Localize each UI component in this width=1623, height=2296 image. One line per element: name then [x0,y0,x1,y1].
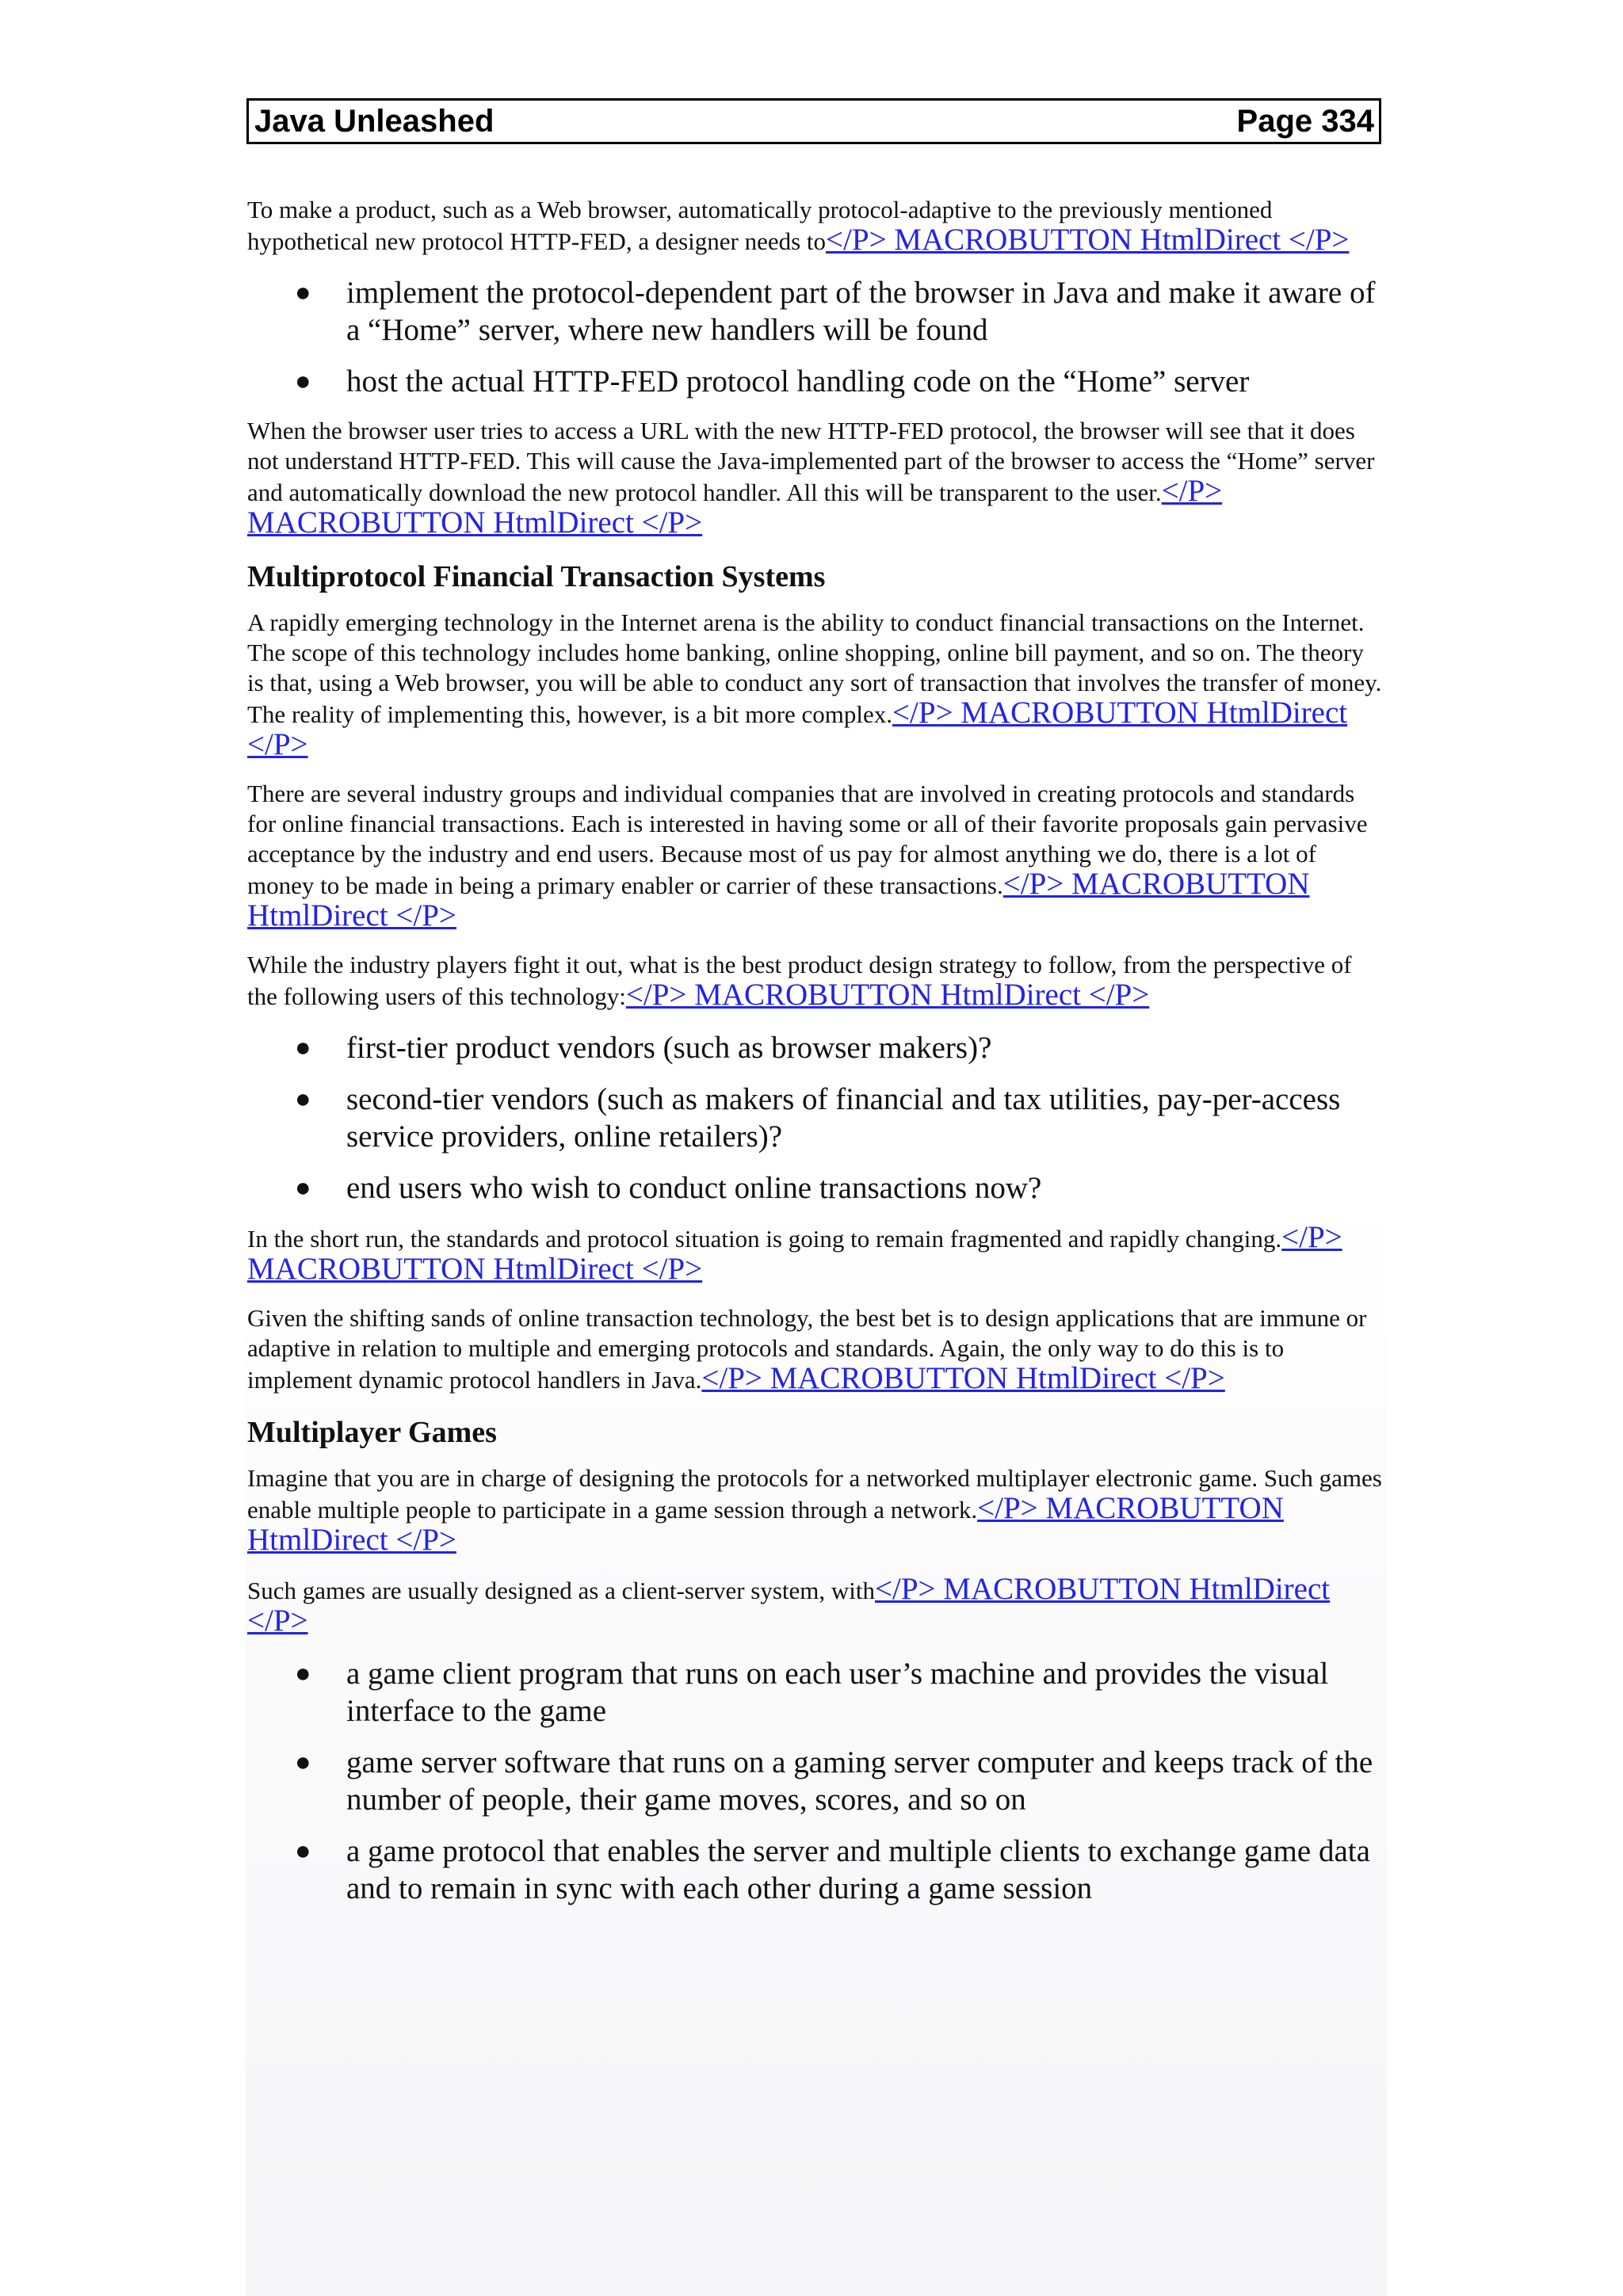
financial-paragraph-2: There are several industry groups and individual companies that are involved in creating protocols and standards for online financial transactions. Each is interested in having some or all of their favorite proposals gain pervasive acceptance by the industry and end users. Because most of us pay for almost anything we do, there is a lot of money to be made in being a primary enabler or carrier of these transactions.</P> MACROBUTTON HtmlDirect </P> [247,780,1368,933]
macrobutton-link[interactable]: </P> MACROBUTTON HtmlDirect </P> [625,978,1150,1012]
games-bullet-list [247,1655,1385,1907]
bullet-icon: ● [295,1033,311,1062]
bullet-icon: ● [295,1748,311,1777]
book-title: Java Unleashed [254,103,495,139]
list-item: ● end users who wish to conduct online transactions now? [295,1171,1042,1205]
list-item: ● a game protocol that enables the server and multiple clients to exchange game data and to remain in sync with each other during a game session [295,1834,1370,1905]
macrobutton-link[interactable]: </P> MACROBUTTON HtmlDirect </P> [701,1361,1225,1395]
list-item: ● game server software that runs on a gaming server computer and keeps track of the number of people, their game moves, scores, and so on [295,1745,1373,1817]
section-heading-financial: Multiprotocol Financial Transaction Systems [247,560,826,593]
intro-after-paragraph: When the browser user tries to access a URL with the new HTTP-FED protocol, the browser will see that it does not understand HTTP-FED. This will cause the Java-implemented part of the browser to access the “Home” server and automatically download the new protocol handler. All this will be transparent to the user.</P> MACROBUTTON HtmlDirect </P> [247,417,1375,540]
financial-paragraph-4: In the short run, the standards and protocol situation is going to remain fragmented and rapidly changing.</P> MACROBUTTON HtmlDirect </P> [247,1220,1342,1286]
macrobutton-link[interactable]: </P> MACROBUTTON HtmlDirect </P> [247,696,1348,761]
bullet-icon: ● [295,1836,311,1866]
bullet-icon: ● [295,367,311,396]
bullet-icon: ● [295,278,311,307]
macrobutton-link[interactable]: </P> MACROBUTTON HtmlDirect </P> [247,474,1223,540]
page-header [246,98,1381,144]
financial-bullet-list [247,1029,1385,1207]
page-content [247,195,1385,1923]
macrobutton-link[interactable]: </P> MACROBUTTON HtmlDirect </P> [826,223,1350,257]
bullet-icon: ● [295,1085,311,1114]
macrobutton-link[interactable]: </P> MACROBUTTON HtmlDirect </P> [247,1220,1342,1286]
list-item: ● host the actual HTTP-FED protocol handling code on the “Home” server [295,364,1250,399]
financial-paragraph-3: While the industry players fight it out, what is the best product design strategy to follow, from the perspective of the following users of this technology:</P> MACROBUTTON HtmlDirect </P> [247,951,1352,1012]
list-item: ● a game client program that runs on each user’s machine and provides the visual interface to the game [295,1657,1329,1728]
list-item: ● implement the protocol-dependent part of the browser in Java and make it aware of a “Home” server, where new handlers will be found [295,276,1376,347]
macrobutton-link[interactable]: </P> MACROBUTTON HtmlDirect </P> [247,867,1310,933]
macrobutton-link[interactable]: </P> MACROBUTTON HtmlDirect </P> [247,1572,1331,1638]
financial-paragraph-5: Given the shifting sands of online transaction technology, the best bet is to design applications that are immune or adaptive in relation to multiple and emerging protocols and standards. Again, the only way to do this is to implement dynamic protocol handlers in Java.</P> MACROBUTTON HtmlDirect </P> [247,1304,1367,1395]
intro-bullet-list [247,274,1385,400]
list-item: ● first-tier product vendors (such as browser makers)? [295,1031,992,1065]
section-heading-games: Multiplayer Games [247,1416,497,1449]
list-item: ● second-tier vendors (such as makers of financial and tax utilities, pay-per-access service providers, online retailers)? [295,1082,1341,1154]
games-paragraph-1: Imagine that you are in charge of designing the protocols for a networked multiplayer electronic game. Such games enable multiple people to participate in a game session through a network.</P> MACROBUTTON HtmlDirect </P> [247,1464,1382,1557]
macrobutton-link[interactable]: </P> MACROBUTTON HtmlDirect </P> [247,1491,1284,1557]
financial-paragraph-1: A rapidly emerging technology in the Internet arena is the ability to conduct financial transactions on the Internet. The scope of this technology includes home banking, online shopping, online bill payment, and so on. The theory is that, using a Web browser, you will be able to conduct any sort of transaction that involves the transfer of money. The reality of implementing this, however, is a bit more complex.</P> MACROBUTTON HtmlDirect </P> [247,608,1382,761]
intro-paragraph: To make a product, such as a Web browser, automatically protocol-adaptive to the previously mentioned hypothetical new protocol HTTP-FED, a designer needs to</P> MACROBUTTON HtmlDirect </P> [247,196,1350,257]
bullet-icon: ● [295,1659,311,1688]
page-number: Page 334 [1236,103,1374,139]
games-paragraph-2: Such games are usually designed as a client-server system, with</P> MACROBUTTON HtmlDirect </P> [247,1572,1331,1638]
bullet-icon: ● [295,1173,311,1203]
